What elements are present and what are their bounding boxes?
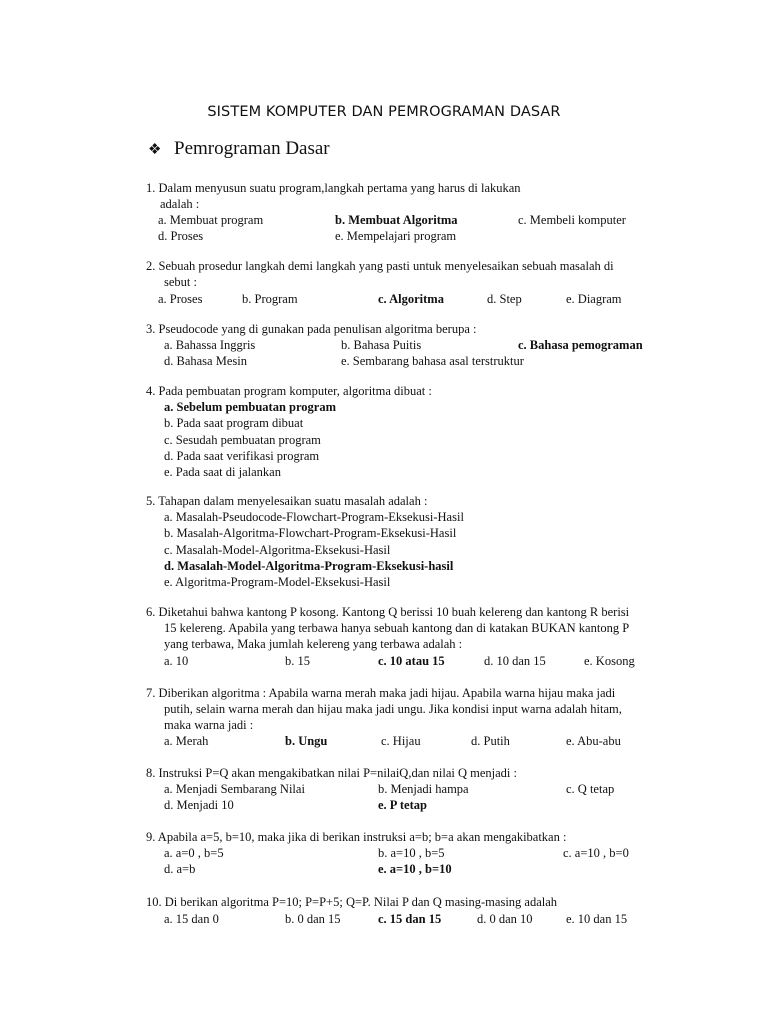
question-9-option-e-answer: e. a=10 , b=10 [378, 862, 452, 876]
question-6-text-line: 6. Diketahui bahwa kantong P kosong. Kantong Q berissi 10 buah kelereng dan kantong R berisi [146, 605, 630, 619]
question-10-option-a: a. 15 dan 0 [164, 912, 219, 926]
question-3-option-c-answer: c. Bahasa pemograman [518, 338, 643, 352]
question-3-option-e: e. Sembarang bahasa asal terstruktur [341, 354, 524, 368]
question-4-text-line: 4. Pada pembuatan program komputer, algoritma dibuat : [146, 384, 432, 398]
question-4-option-a-answer: a. Sebelum pembuatan program [164, 400, 337, 414]
question-2-text-line: 2. Sebuah prosedur langkah demi langkah yang pasti untuk menyelesaikan sebuah masalah di [146, 259, 614, 273]
question-1-text-line: adalah : [160, 197, 200, 211]
question-10-option-d: d. 0 dan 10 [477, 912, 533, 926]
question-1-option-a: a. Membuat program [158, 213, 264, 227]
question-3-option-d: d. Bahasa Mesin [164, 354, 247, 368]
question-3-option-b: b. Bahasa Puitis [341, 338, 422, 352]
question-7-option-e: e. Abu-abu [566, 734, 621, 748]
question-8-option-d: d. Menjadi 10 [164, 798, 234, 812]
section-title: Pemrograman Dasar [174, 138, 330, 159]
section-heading [148, 138, 330, 160]
question-5-option-b: b. Masalah-Algoritma-Flowchart-Program-Eksekusi-Hasil [164, 526, 457, 540]
question-10-text-line: 10. Di berikan algoritma P=10; P=P+5; Q=P. Nilai P dan Q masing-masing adalah [146, 895, 558, 909]
question-7-option-a: a. Merah [164, 734, 209, 748]
question-6-option-e: e. Kosong [584, 654, 635, 668]
question-4-option-b: b. Pada saat program dibuat [164, 416, 304, 430]
question-7-option-d: d. Putih [471, 734, 510, 748]
question-1-option-b-answer: b. Membuat Algoritma [335, 213, 458, 227]
question-5-option-e: e. Algoritma-Program-Model-Eksekusi-Hasil [164, 575, 391, 589]
question-8-option-b: b. Menjadi hampa [378, 782, 469, 796]
question-8-option-c: c. Q tetap [566, 782, 615, 796]
question-1-text-line: 1. Dalam menyusun suatu program,langkah pertama yang harus di lakukan [146, 181, 521, 195]
question-2-option-d: d. Step [487, 292, 522, 306]
question-5-option-c: c. Masalah-Model-Algoritma-Eksekusi-Hasil [164, 543, 391, 557]
question-7-text-line: putih, selain warna merah dan hijau maka jadi ungu. Jika kondisi input warna adalah hitam, [164, 702, 622, 716]
document-title: SISTEM KOMPUTER DAN PEMROGRAMAN DASAR [207, 104, 561, 120]
question-1-option-c: c. Membeli komputer [518, 213, 626, 227]
question-1-option-e: e. Mempelajari program [335, 229, 457, 243]
question-5-option-a: a. Masalah-Pseudocode-Flowchart-Program-Eksekusi-Hasil [164, 510, 464, 524]
question-6-text-line: yang terbawa, Maka jumlah kelereng yang terbawa adalah : [164, 637, 463, 651]
question-2-text-line: sebut : [164, 275, 197, 289]
question-10-option-b: b. 0 dan 15 [285, 912, 341, 926]
question-6-option-d: d. 10 dan 15 [484, 654, 546, 668]
question-3-text-line: 3. Pseudocode yang di gunakan pada penulisan algoritma berupa : [146, 322, 477, 336]
question-10-option-c-answer: c. 15 dan 15 [378, 912, 442, 926]
question-9-option-d: d. a=b [164, 862, 196, 876]
question-10-option-e: e. 10 dan 15 [566, 912, 628, 926]
question-7-text-line: 7. Diberikan algoritma : Apabila warna merah maka jadi hijau. Apabila warna hijau maka jadi [146, 686, 616, 700]
question-1-option-d: d. Proses [158, 229, 204, 243]
question-8-option-e-answer: e. P tetap [378, 798, 427, 812]
question-3-option-a: a. Bahassa Inggris [164, 338, 256, 352]
question-9-option-a: a. a=0 , b=5 [164, 846, 224, 860]
question-7-option-b-answer: b. Ungu [285, 734, 328, 748]
question-6-option-c-answer: c. 10 atau 15 [378, 654, 445, 668]
question-9-text-line: 9. Apabila a=5, b=10, maka jika di berikan instruksi a=b; b=a akan mengakibatkan : [146, 830, 567, 844]
question-4-option-c: c. Sesudah pembuatan program [164, 433, 321, 447]
question-7-text-line: maka warna jadi : [164, 718, 254, 732]
question-6-option-b: b. 15 [285, 654, 310, 668]
question-4-option-e: e. Pada saat di jalankan [164, 465, 281, 479]
question-7-option-c: c. Hijau [381, 734, 421, 748]
question-5-text-line: 5. Tahapan dalam menyelesaikan suatu masalah adalah : [146, 494, 428, 508]
question-9-option-b: b. a=10 , b=5 [378, 846, 445, 860]
question-2-option-e: e. Diagram [566, 292, 622, 306]
question-9-option-c: c. a=10 , b=0 [563, 846, 629, 860]
question-2-option-c-answer: c. Algoritma [378, 292, 444, 306]
question-6-option-a: a. 10 [164, 654, 189, 668]
question-6-text-line: 15 kelereng. Apabila yang terbawa hanya sebuah kantong dan di katakan BUKAN kantong P [164, 621, 630, 635]
diamond-bullet-icon: ❖ [148, 142, 162, 158]
question-8-option-a: a. Menjadi Sembarang Nilai [164, 782, 305, 796]
question-2-option-b: b. Program [242, 292, 298, 306]
question-8-text-line: 8. Instruksi P=Q akan mengakibatkan nilai P=nilaiQ,dan nilai Q menjadi : [146, 766, 517, 780]
question-4-option-d: d. Pada saat verifikasi program [164, 449, 320, 463]
question-2-option-a: a. Proses [158, 292, 203, 306]
question-5-option-d-answer: d. Masalah-Model-Algoritma-Program-Eksekusi-hasil [164, 559, 454, 573]
